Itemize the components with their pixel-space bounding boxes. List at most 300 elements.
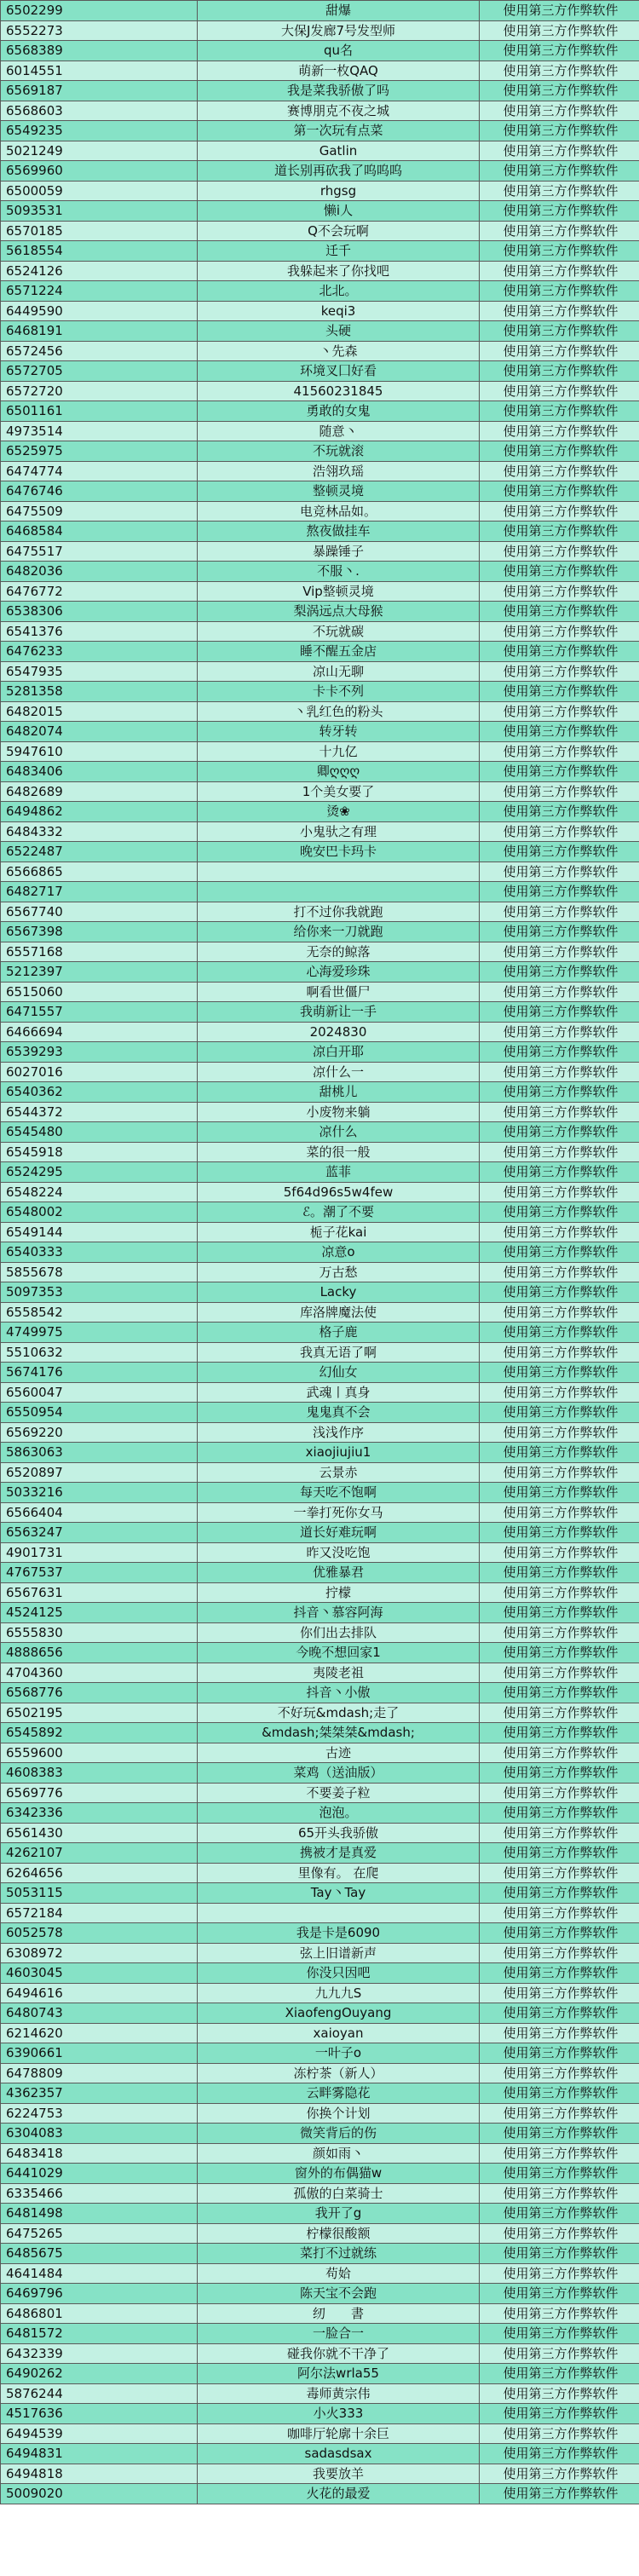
player-id-cell: 5053115 [1,1883,198,1904]
player-name-cell: 我是菜我骄傲了吗 [198,81,480,101]
table-row [1,321,639,342]
player-id-cell: 5093531 [1,201,198,222]
table-row [1,862,639,882]
table-row [1,1883,639,1904]
player-name-cell: 丶乳红色的粉头 [198,701,480,722]
player-name-cell: qu名 [198,41,480,61]
ban-reason-cell: 使用第三方作弊软件 [480,1403,639,1423]
player-id-cell: 6541376 [1,621,198,642]
player-name-cell: 环境叉囗好看 [198,361,480,382]
player-id-cell: 6482717 [1,882,198,902]
player-name-cell: 头硬 [198,321,480,342]
table-row [1,541,639,562]
player-id-cell: 4901731 [1,1542,198,1563]
player-id-cell: 6224753 [1,2103,198,2124]
player-id-cell: 6476233 [1,642,198,662]
player-id-cell: 5033216 [1,1483,198,1503]
table-row [1,1803,639,1824]
ban-reason-cell: 使用第三方作弊软件 [480,1943,639,1963]
ban-reason-cell: 使用第三方作弊软件 [480,1783,639,1803]
ban-reason-cell: 使用第三方作弊软件 [480,1903,639,1923]
player-name-cell: 北北。 [198,281,480,302]
table-row [1,621,639,642]
table-row [1,2043,639,2064]
table-row [1,1823,639,1843]
player-name-cell: 你们出去排队 [198,1622,480,1643]
player-id-cell: 6568603 [1,101,198,121]
player-id-cell: 6482036 [1,562,198,582]
ban-reason-cell: 使用第三方作弊软件 [480,1663,639,1683]
table-row [1,41,639,61]
table-row [1,1262,639,1282]
player-name-cell: 颜如雨丶 [198,2143,480,2164]
ban-reason-cell: 使用第三方作弊软件 [480,1523,639,1543]
table-row [1,2364,639,2384]
player-id-cell: 6566865 [1,862,198,882]
player-id-cell: 6478809 [1,2063,198,2083]
player-id-cell: 6545480 [1,1122,198,1143]
table-row [1,2164,639,2184]
table-row [1,2284,639,2304]
player-name-cell: 你换个计划 [198,2103,480,2124]
player-id-cell: 5212397 [1,962,198,983]
ban-reason-cell: 使用第三方作弊软件 [480,1242,639,1263]
table-row [1,1963,639,1984]
table-row [1,1403,639,1423]
ban-reason-cell: 使用第三方作弊软件 [480,1323,639,1343]
player-name-cell: 烫❀ [198,802,480,822]
table-row [1,661,639,682]
ban-reason-cell: 使用第三方作弊软件 [480,141,639,161]
ban-reason-cell: 使用第三方作弊软件 [480,722,639,742]
table-row [1,2204,639,2224]
ban-reason-cell: 使用第三方作弊软件 [480,381,639,401]
table-row [1,121,639,141]
ban-reason-cell: 使用第三方作弊软件 [480,1062,639,1082]
table-row [1,1242,639,1263]
table-row [1,101,639,121]
player-id-cell: 5876244 [1,2383,198,2404]
table-row [1,2263,639,2284]
player-name-cell: 古迹 [198,1743,480,1763]
table-row [1,2183,639,2204]
player-id-cell: 6552273 [1,20,198,41]
table-row [1,2023,639,2043]
player-name-cell: 鬼鬼真不会 [198,1403,480,1423]
player-name-cell [198,862,480,882]
table-row [1,962,639,983]
table-row [1,301,639,321]
table-row [1,2143,639,2164]
table-row [1,1082,639,1103]
player-id-cell: 6483406 [1,762,198,782]
player-name-cell: 熬夜做挂车 [198,522,480,542]
player-name-cell: 勇敢的女鬼 [198,401,480,422]
ban-reason-cell: 使用第三方作弊软件 [480,1883,639,1904]
player-name-cell: 窗外的布偶猫w [198,2164,480,2184]
ban-reason-cell: 使用第三方作弊软件 [480,41,639,61]
table-row [1,762,639,782]
player-id-cell: 6569960 [1,161,198,182]
player-id-cell: 6545918 [1,1142,198,1162]
ban-reason-cell: 使用第三方作弊软件 [480,261,639,281]
table-row [1,1302,639,1323]
table-row [1,1983,639,2003]
ban-reason-cell: 使用第三方作弊软件 [480,1462,639,1483]
player-name-cell: 卡卡不列 [198,682,480,702]
player-id-cell: 6476772 [1,581,198,602]
ban-reason-cell: 使用第三方作弊软件 [480,161,639,182]
player-id-cell: 6540362 [1,1082,198,1103]
player-name-cell: 道长别再砍我了呜呜呜 [198,161,480,182]
ban-reason-cell: 使用第三方作弊软件 [480,121,639,141]
player-id-cell: 6525975 [1,441,198,462]
player-name-cell: 云景赤 [198,1462,480,1483]
table-row [1,1202,639,1223]
ban-reason-cell: 使用第三方作弊软件 [480,1863,639,1883]
table-row [1,1542,639,1563]
ban-reason-cell: 使用第三方作弊软件 [480,441,639,462]
player-id-cell: 5021249 [1,141,198,161]
player-id-cell: 6494539 [1,2423,198,2444]
player-id-cell: 6550954 [1,1403,198,1423]
ban-reason-cell: 使用第三方作弊软件 [480,1182,639,1202]
table-row [1,581,639,602]
ban-reason-cell: 使用第三方作弊软件 [480,1443,639,1463]
player-id-cell: 6570185 [1,221,198,241]
table-row [1,421,639,441]
player-id-cell: 6572705 [1,361,198,382]
ban-reason-cell: 使用第三方作弊软件 [480,1002,639,1023]
ban-reason-cell: 使用第三方作弊软件 [480,2444,639,2464]
table-row [1,2244,639,2264]
player-name-cell: sadasdsax [198,2444,480,2464]
table-row [1,802,639,822]
table-row [1,181,639,201]
table-row [1,1863,639,1883]
ban-reason-cell: 使用第三方作弊软件 [480,602,639,622]
player-id-cell: 6502299 [1,1,198,21]
ban-reason-cell: 使用第三方作弊软件 [480,221,639,241]
player-name-cell: 拧檬 [198,1582,480,1603]
ban-reason-cell: 使用第三方作弊软件 [480,1683,639,1703]
table-row [1,741,639,762]
ban-reason-cell: 使用第三方作弊软件 [480,1422,639,1443]
player-id-cell: 5618554 [1,241,198,262]
table-row [1,1763,639,1784]
player-id-cell: 6476746 [1,481,198,502]
ban-reason-cell: 使用第三方作弊软件 [480,2204,639,2224]
player-name-cell: 睡不醒五金店 [198,642,480,662]
table-row [1,361,639,382]
player-name-cell: 啊看世僵尸 [198,982,480,1002]
ban-reason-cell: 使用第三方作弊软件 [480,2263,639,2284]
player-name-cell: 栀子花kai [198,1222,480,1242]
player-name-cell: 5f64d96s5w4few [198,1182,480,1202]
table-row [1,902,639,922]
table-row [1,1222,639,1242]
player-id-cell: 6568776 [1,1683,198,1703]
player-name-cell: 小火333 [198,2404,480,2424]
table-row [1,2124,639,2144]
table-row [1,2083,639,2104]
player-id-cell: 6264656 [1,1863,198,1883]
ban-reason-cell: 使用第三方作弊软件 [480,581,639,602]
player-name-cell: 今晚不想回家1 [198,1643,480,1663]
table-row [1,1042,639,1063]
player-name-cell: 凉什么一 [198,1062,480,1082]
table-row [1,2444,639,2464]
player-name-cell: 咖啡厅轮廓十余巨 [198,2423,480,2444]
player-id-cell: 4973514 [1,421,198,441]
player-id-cell: 6490262 [1,2364,198,2384]
player-name-cell: 晚安巴卡玛卡 [198,842,480,862]
player-id-cell: 6566404 [1,1502,198,1523]
table-row [1,942,639,962]
player-id-cell: 6559600 [1,1743,198,1763]
player-id-cell: 6540333 [1,1242,198,1263]
player-name-cell: 菜鸡（送油版） [198,1763,480,1784]
player-id-cell: 6501161 [1,401,198,422]
table-row [1,2464,639,2484]
player-id-cell: 6539293 [1,1042,198,1063]
ban-reason-cell: 使用第三方作弊软件 [480,1923,639,1944]
player-id-cell: 6520897 [1,1462,198,1483]
ban-reason-cell: 使用第三方作弊软件 [480,1202,639,1223]
table-row [1,1022,639,1042]
ban-reason-cell: 使用第三方作弊软件 [480,1363,639,1383]
table-row [1,701,639,722]
table-row [1,842,639,862]
ban-reason-cell: 使用第三方作弊软件 [480,1502,639,1523]
player-id-cell: 6572720 [1,381,198,401]
player-id-cell: 6524126 [1,261,198,281]
ban-reason-cell: 使用第三方作弊软件 [480,1222,639,1242]
ban-reason-cell: 使用第三方作弊软件 [480,1603,639,1623]
table-row [1,821,639,842]
ban-reason-cell: 使用第三方作弊软件 [480,181,639,201]
player-id-cell: 6567740 [1,902,198,922]
ban-reason-cell: 使用第三方作弊软件 [480,321,639,342]
table-row [1,922,639,942]
player-name-cell: 凉意o [198,1242,480,1263]
table-row [1,1122,639,1143]
ban-reason-cell: 使用第三方作弊软件 [480,922,639,942]
player-name-cell: keqi3 [198,301,480,321]
ban-reason-cell: 使用第三方作弊软件 [480,1122,639,1143]
ban-reason-cell: 使用第三方作弊软件 [480,522,639,542]
ban-reason-cell: 使用第三方作弊软件 [480,361,639,382]
player-name-cell: ℰ。潮了不要 [198,1202,480,1223]
player-name-cell: 幻仙女 [198,1363,480,1383]
table-row [1,1443,639,1463]
ban-reason-cell: 使用第三方作弊软件 [480,2343,639,2364]
player-name-cell: 小废物来躺 [198,1102,480,1122]
ban-reason-cell: 使用第三方作弊软件 [480,2303,639,2324]
player-name-cell: 火花的最爱 [198,2484,480,2504]
player-name-cell: Vip整顿灵境 [198,581,480,602]
player-name-cell: Gatlin [198,141,480,161]
table-row [1,1523,639,1543]
ban-reason-cell: 使用第三方作弊软件 [480,2083,639,2104]
table-row [1,221,639,241]
ban-reason-cell: 使用第三方作弊软件 [480,61,639,81]
table-row [1,522,639,542]
table-row [1,1382,639,1403]
player-id-cell: 4524125 [1,1603,198,1623]
player-name-cell [198,1903,480,1923]
ban-reason-cell: 使用第三方作弊软件 [480,1382,639,1403]
ban-reason-cell: 使用第三方作弊软件 [480,1983,639,2003]
ban-reason-cell: 使用第三方作弊软件 [480,1743,639,1763]
player-name-cell: XiaofengOuyang [198,2003,480,2024]
table-row [1,1102,639,1122]
table-row [1,341,639,361]
table-row [1,1062,639,1082]
table-row [1,1483,639,1503]
ban-reason-cell: 使用第三方作弊软件 [480,1302,639,1323]
ban-reason-cell: 使用第三方作弊软件 [480,802,639,822]
player-id-cell: 6483418 [1,2143,198,2164]
player-name-cell: 凉山无聊 [198,661,480,682]
player-id-cell: 6342336 [1,1803,198,1824]
table-row [1,20,639,41]
player-id-cell: 6558542 [1,1302,198,1323]
ban-reason-cell: 使用第三方作弊软件 [480,1803,639,1824]
player-name-cell: 里像有。 在爬 [198,1863,480,1883]
player-name-cell: 道长好难玩啊 [198,1523,480,1543]
ban-reason-cell: 使用第三方作弊软件 [480,1142,639,1162]
player-name-cell: 库洛牌魔法使 [198,1302,480,1323]
player-name-cell: 卿ღღღ [198,762,480,782]
ban-reason-cell: 使用第三方作弊软件 [480,2023,639,2043]
player-id-cell: 4262107 [1,1843,198,1864]
ban-reason-cell: 使用第三方作弊软件 [480,1622,639,1643]
ban-reason-cell: 使用第三方作弊软件 [480,2484,639,2504]
player-name-cell: 浩翎玖瑶 [198,461,480,481]
ban-reason-cell: 使用第三方作弊软件 [480,1022,639,1042]
ban-reason-cell: 使用第三方作弊软件 [480,982,639,1002]
ban-reason-cell: 使用第三方作弊软件 [480,2364,639,2384]
player-name-cell: 苟姶 [198,2263,480,2284]
table-row [1,2223,639,2244]
player-id-cell: 5097353 [1,1282,198,1303]
table-row [1,2003,639,2024]
player-name-cell: 一拳打死你女马 [198,1502,480,1523]
player-id-cell: 6481572 [1,2324,198,2344]
player-id-cell: 4888656 [1,1643,198,1663]
table-row [1,61,639,81]
ban-reason-cell: 使用第三方作弊软件 [480,842,639,862]
table-row [1,2103,639,2124]
ban-reason-cell: 使用第三方作弊软件 [480,501,639,522]
player-name-cell: 迁千 [198,241,480,262]
player-name-cell: 每天吃不饱啊 [198,1483,480,1503]
player-id-cell: 5281358 [1,682,198,702]
player-name-cell: 不好玩&mdash;走了 [198,1703,480,1723]
player-id-cell: 6469796 [1,2284,198,2304]
player-name-cell: 大保J发廊7号发型师 [198,20,480,41]
player-name-cell: 毒师黄宗伟 [198,2383,480,2404]
player-id-cell: 6572184 [1,1903,198,1923]
table-row [1,982,639,1002]
player-id-cell: 6557168 [1,942,198,962]
player-id-cell: 4767537 [1,1563,198,1583]
player-name-cell: 泡泡。 [198,1803,480,1824]
player-name-cell [198,882,480,902]
ban-reason-cell: 使用第三方作弊软件 [480,1582,639,1603]
player-name-cell: 2024830 [198,1022,480,1042]
player-name-cell: 携被才是真爱 [198,1843,480,1864]
player-name-cell: 转牙转 [198,722,480,742]
table-row [1,501,639,522]
table-row [1,642,639,662]
player-name-cell: Q不会玩啊 [198,221,480,241]
ban-reason-cell: 使用第三方作弊软件 [480,701,639,722]
player-name-cell: 优雅暴君 [198,1563,480,1583]
player-name-cell: 萌新一枚QAQ [198,61,480,81]
table-row [1,1182,639,1202]
player-id-cell: 6494616 [1,1983,198,2003]
player-name-cell: 一叶子o [198,2043,480,2064]
ban-reason-cell: 使用第三方作弊软件 [480,421,639,441]
player-name-cell: 菜的很一般 [198,1142,480,1162]
ban-reason-cell: 使用第三方作弊软件 [480,1723,639,1743]
ban-reason-cell: 使用第三方作弊软件 [480,81,639,101]
player-id-cell: 6441029 [1,2164,198,2184]
ban-reason-cell: 使用第三方作弊软件 [480,1763,639,1784]
player-name-cell: 我萌新让一手 [198,1002,480,1023]
player-name-cell: 凉什么 [198,1122,480,1143]
player-id-cell: 5947610 [1,741,198,762]
player-name-cell: 65开头我骄傲 [198,1823,480,1843]
ban-reason-cell: 使用第三方作弊软件 [480,301,639,321]
table-row [1,481,639,502]
player-id-cell: 6567631 [1,1582,198,1603]
ban-reason-cell: 使用第三方作弊软件 [480,821,639,842]
player-id-cell: 4704360 [1,1663,198,1683]
table-row [1,1943,639,1963]
table-row [1,2343,639,2364]
player-id-cell: 6474774 [1,461,198,481]
player-id-cell: 6549144 [1,1222,198,1242]
ban-reason-cell: 使用第三方作弊软件 [480,241,639,262]
player-id-cell: 6432339 [1,2343,198,2364]
player-name-cell: 格子鹿 [198,1323,480,1343]
player-name-cell: 陈天宝不会跑 [198,2284,480,2304]
table-row [1,1683,639,1703]
table-row [1,2404,639,2424]
player-name-cell: 云畔雾隐花 [198,2083,480,2104]
player-id-cell: 6475265 [1,2223,198,2244]
player-id-cell: 4517636 [1,2404,198,2424]
player-id-cell: 6500059 [1,181,198,201]
ban-reason-cell: 使用第三方作弊软件 [480,2164,639,2184]
player-id-cell: 5009020 [1,2484,198,2504]
player-id-cell: 6545892 [1,1723,198,1743]
table-row [1,1582,639,1603]
player-id-cell: 6560047 [1,1382,198,1403]
player-name-cell: 冻柠茶（新人） [198,2063,480,2083]
player-id-cell: 6544372 [1,1102,198,1122]
player-name-cell: 甜桃儿 [198,1082,480,1103]
table-row [1,562,639,582]
table-row [1,441,639,462]
ban-reason-cell: 使用第三方作弊软件 [480,2043,639,2064]
player-name-cell: 1个美女要了 [198,781,480,802]
table-row [1,722,639,742]
table-row [1,1342,639,1363]
